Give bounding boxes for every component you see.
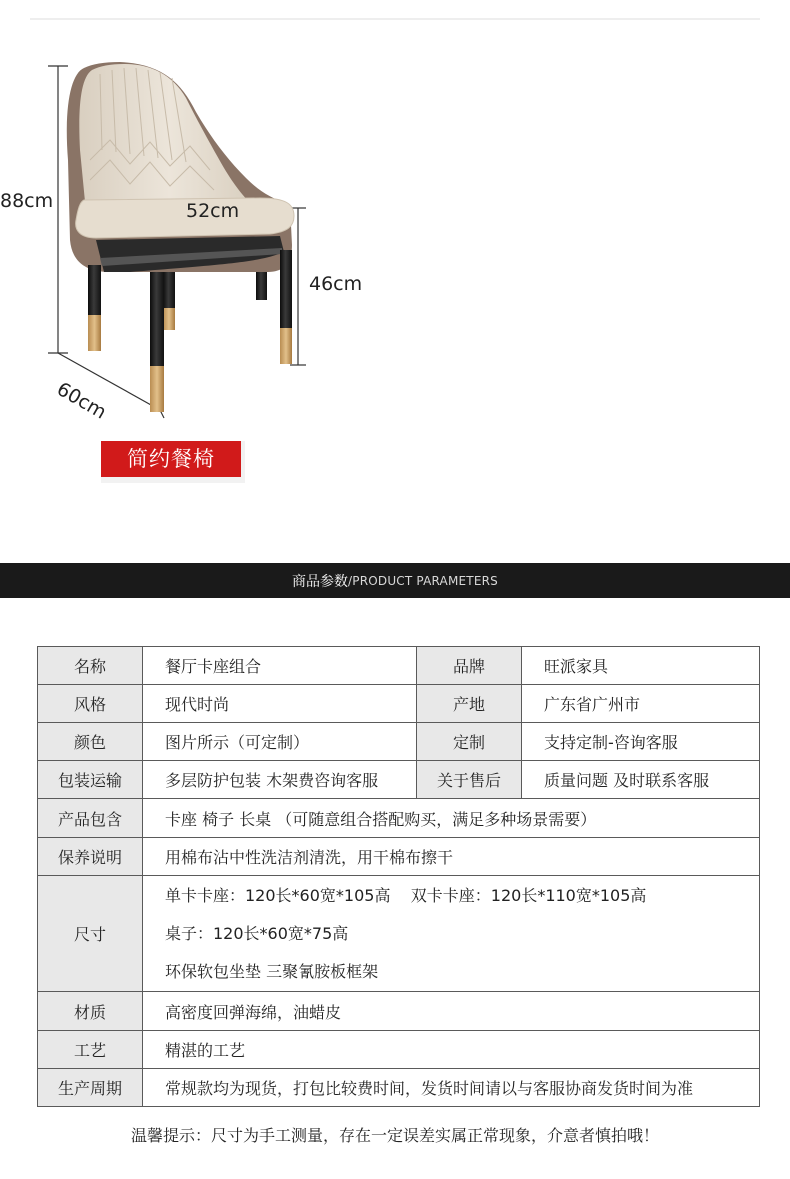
table-row bbox=[38, 723, 760, 761]
table-row bbox=[38, 761, 760, 799]
size-line-table: 桌子：120长*60宽*75高 bbox=[165, 923, 349, 943]
color-value: 图片所示（可定制） bbox=[143, 723, 417, 761]
table-row bbox=[38, 685, 760, 723]
depth-dimension-label: 60cm bbox=[53, 378, 111, 424]
origin-label: 产地 bbox=[417, 685, 522, 723]
size-value bbox=[143, 876, 760, 992]
cycle-label: 生产周期 bbox=[38, 1069, 143, 1107]
banner-separator: / bbox=[348, 573, 353, 588]
pack-value: 多层防护包装 木架费咨询客服 bbox=[143, 761, 417, 799]
chair-illustration bbox=[0, 40, 790, 510]
material-label: 材质 bbox=[38, 992, 143, 1031]
brand-value: 旺派家具 bbox=[522, 647, 760, 685]
table-row bbox=[38, 799, 760, 838]
top-divider bbox=[30, 18, 760, 20]
craft-label: 工艺 bbox=[38, 1031, 143, 1069]
aftersale-label: 关于售后 bbox=[417, 761, 522, 799]
parameters-table bbox=[37, 646, 760, 1107]
width-dimension-label: 52cm bbox=[186, 200, 240, 222]
origin-value: 广东省广州市 bbox=[522, 685, 760, 723]
section-banner bbox=[0, 563, 790, 598]
size-label: 尺寸 bbox=[38, 876, 143, 992]
seat-height-dimension-label: 46cm bbox=[309, 273, 363, 295]
table-row bbox=[38, 647, 760, 685]
craft-value: 精湛的工艺 bbox=[143, 1031, 760, 1069]
cycle-value: 常规款均为现货，打包比较费时间，发货时间请以与客服协商发货时间为准 bbox=[143, 1069, 760, 1107]
banner-title-cn: 商品参数 bbox=[292, 573, 349, 590]
brand-label: 品牌 bbox=[417, 647, 522, 685]
product-figure bbox=[0, 40, 790, 510]
color-label: 颜色 bbox=[38, 723, 143, 761]
product-badge-label: 简约餐椅 bbox=[101, 441, 241, 477]
style-label: 风格 bbox=[38, 685, 143, 723]
size-line-sofa: 单卡卡座：120长*60宽*105高 双卡卡座：120长*110宽*105高 bbox=[165, 885, 647, 905]
name-value: 餐厅卡座组合 bbox=[143, 647, 417, 685]
style-value: 现代时尚 bbox=[143, 685, 417, 723]
product-badge bbox=[101, 441, 245, 483]
includes-value: 卡座 椅子 长桌 （可随意组合搭配购买，满足多种场景需要） bbox=[143, 799, 760, 838]
footer-tip: 温馨提示：尺寸为手工测量，存在一定误差实属正常现象，介意者慎拍哦！ bbox=[130, 1126, 659, 1145]
custom-value: 支持定制-咨询客服 bbox=[522, 723, 760, 761]
includes-label: 产品包含 bbox=[38, 799, 143, 838]
custom-label: 定制 bbox=[417, 723, 522, 761]
table-row bbox=[38, 838, 760, 876]
height-dimension-label: 88cm bbox=[0, 190, 54, 212]
care-value: 用棉布沾中性洗洁剂清洗，用干棉布擦干 bbox=[143, 838, 760, 876]
material-value: 高密度回弹海绵，油蜡皮 bbox=[143, 992, 760, 1031]
name-label: 名称 bbox=[38, 647, 143, 685]
care-label: 保养说明 bbox=[38, 838, 143, 876]
table-row bbox=[38, 1069, 760, 1107]
table-row bbox=[38, 876, 760, 992]
size-line-construction: 环保软包坐垫 三聚氰胺板框架 bbox=[165, 961, 379, 981]
banner-title-en: PRODUCT PARAMETERS bbox=[352, 573, 498, 588]
pack-label: 包装运输 bbox=[38, 761, 143, 799]
table-row bbox=[38, 992, 760, 1031]
aftersale-value: 质量问题 及时联系客服 bbox=[522, 761, 760, 799]
table-row bbox=[38, 1031, 760, 1069]
